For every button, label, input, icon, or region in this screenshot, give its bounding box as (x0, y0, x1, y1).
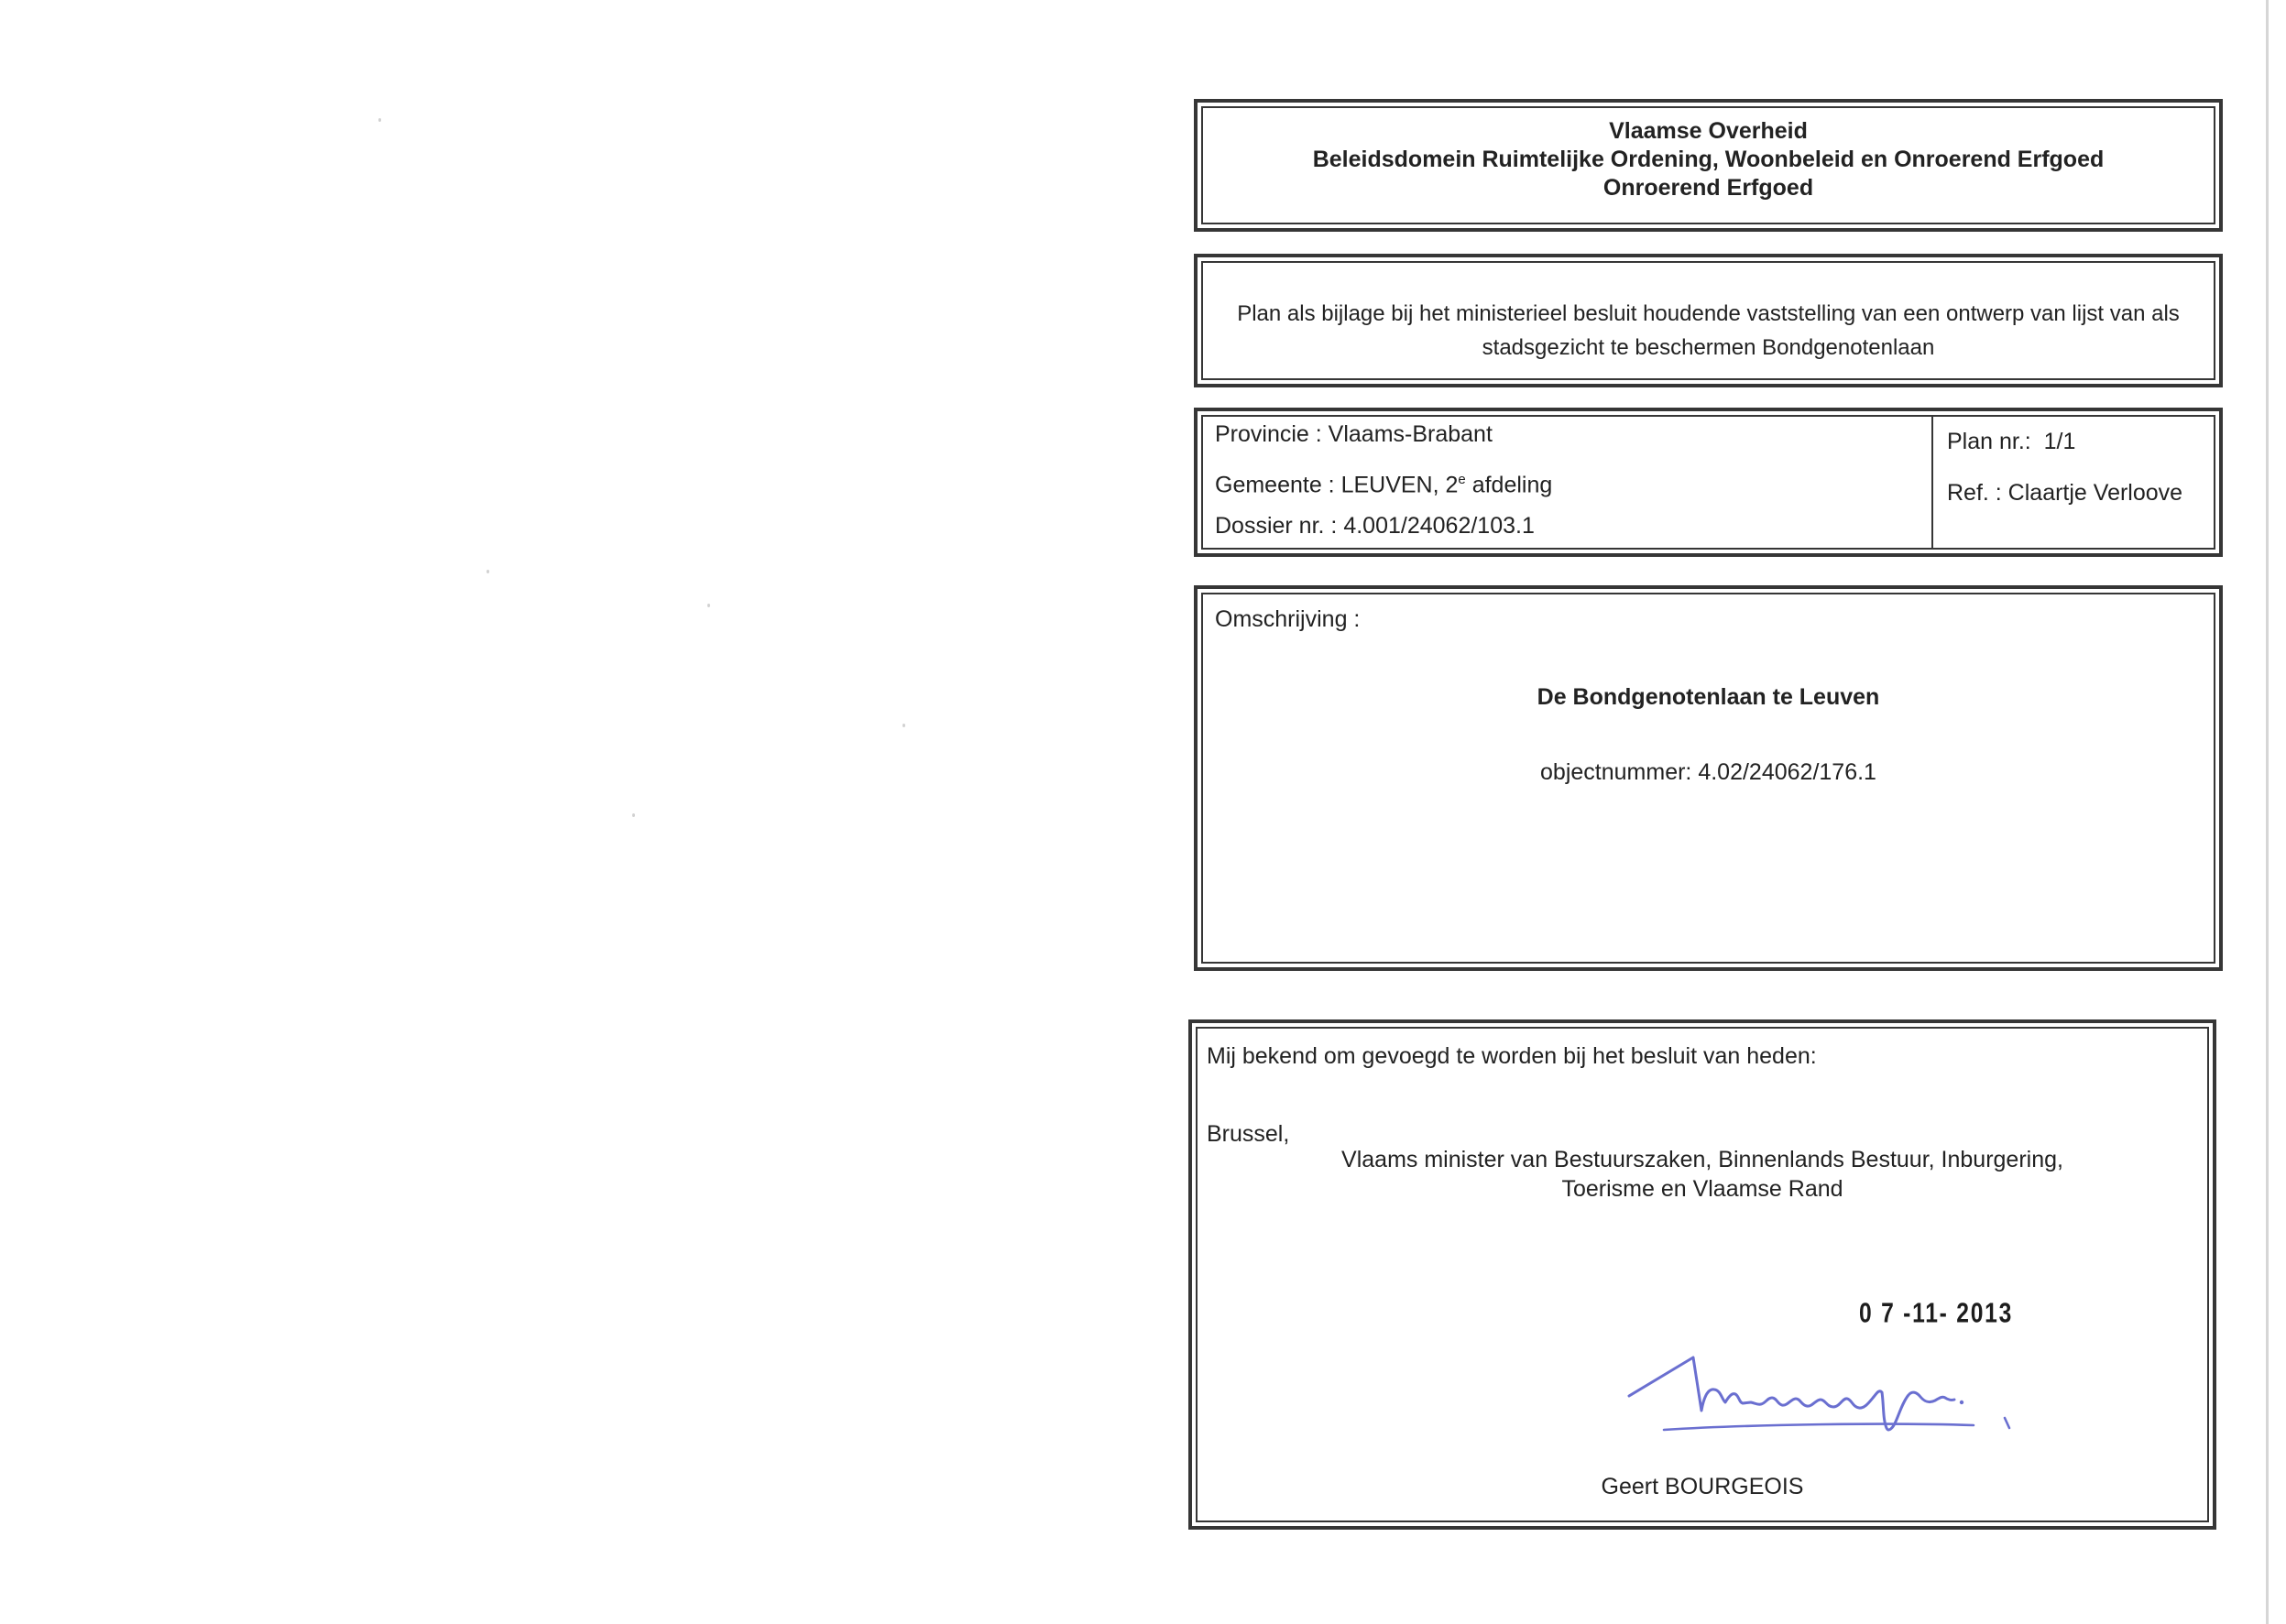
plan-number-field: Plan nr.: 1/1 (1947, 429, 2076, 454)
scan-speck (902, 724, 905, 727)
plan-title-line-2: stadsgezicht te beschermen Bondgenotenlaan (1482, 335, 1935, 360)
scan-speck (487, 570, 489, 573)
details-right-column (1931, 417, 2214, 548)
signature-icon (1613, 1337, 2052, 1466)
description-box (1194, 585, 2223, 971)
place-line: Brussel, (1207, 1121, 1290, 1147)
object-number: objectnummer: 4.02/24062/176.1 (1540, 759, 1876, 785)
header-line-agency: Onroerend Erfgoed (1602, 175, 1814, 201)
description-label: Omschrijving : (1215, 606, 1361, 632)
municipality-field: Gemeente : LEUVEN, 2e afdeling (1215, 472, 1553, 498)
description-title: De Bondgenotenlaan te Leuven (1537, 684, 1880, 710)
signer-name: Geert BOURGEOIS (1601, 1474, 1804, 1499)
header-line-authority: Vlaamse Overheid (1609, 118, 1808, 144)
details-box (1194, 408, 2223, 557)
approval-statement: Mij bekend om gevoegd te worden bij het besluit van heden: (1207, 1043, 1817, 1069)
minister-title-line-1: Vlaams minister van Bestuurszaken, Binnenlands Bestuur, Inburgering, (1341, 1147, 2063, 1172)
province-field: Provincie : Vlaams-Brabant (1215, 421, 1493, 447)
scan-speck (632, 813, 635, 817)
dossier-number-field: Dossier nr. : 4.001/24062/103.1 (1215, 513, 1535, 539)
page-edge-scan-line (2266, 0, 2269, 1624)
header-box (1194, 99, 2223, 232)
plan-title-box (1194, 254, 2223, 387)
municipality-superscript: e (1458, 472, 1466, 487)
reference-field: Ref. : Claartje Verloove (1947, 480, 2183, 506)
minister-title (1198, 1145, 2207, 1204)
minister-title-line-2: Toerisme en Vlaamse Rand (1561, 1176, 1843, 1202)
header-line-policy-area: Beleidsdomein Ruimtelijke Ordening, Woonbeleid en Onroerend Erfgoed (1312, 147, 2105, 172)
signature-box (1188, 1019, 2216, 1530)
plan-title-line-1: Plan als bijlage bij het ministerieel besluit houdende vaststelling van een ontwerp van lijst van als (1237, 301, 2180, 326)
details-left-column (1203, 417, 1931, 548)
scan-speck (707, 604, 710, 607)
scan-speck (378, 118, 381, 122)
date-stamp: 0 7 -11- 2013 (1859, 1297, 2014, 1329)
